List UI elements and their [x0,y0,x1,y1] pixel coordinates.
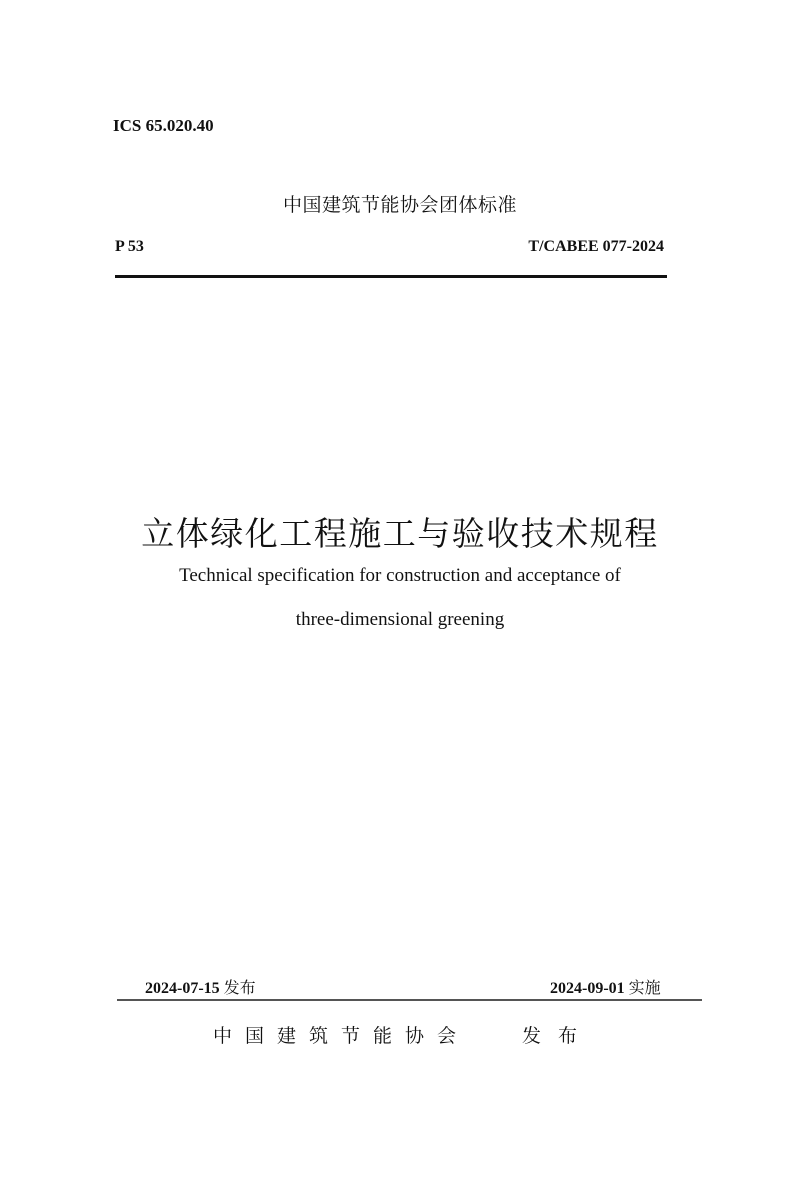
issue-date: 2024-07-15 [145,980,220,997]
association-standard-label: 中国建筑节能协会团体标准 [282,194,517,216]
ics-code: ICS 65.020.40 [113,116,214,135]
footer-divider [117,999,702,1001]
issue-label: 发布 [223,978,256,997]
title-chinese: 立体绿化工程施工与验收技术规程 [141,514,659,553]
effective-date: 2024-09-01 [550,980,625,997]
header-divider [115,275,667,278]
effective-date-block [550,975,661,998]
classification-code: P 53 [115,238,144,255]
standard-number: T/CABEE 077-2024 [528,238,664,255]
title-english-line-2: three-dimensional greening [295,609,505,630]
publisher-name: 中国建筑节能协会 [213,1025,470,1047]
effective-label: 实施 [628,978,661,997]
title-english-line-1: Technical specification for construction and acceptance of [179,565,621,586]
issue-date-block [145,975,256,998]
publish-label: 发布 [522,1025,595,1047]
